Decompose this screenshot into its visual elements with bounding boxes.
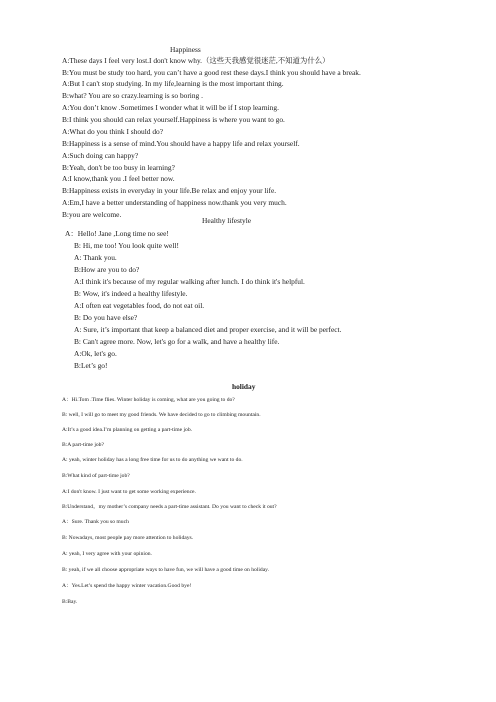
dialogue-line: A:What do you think I should do? — [62, 127, 163, 136]
dialogue-line: B:what? You are so crazy.learning is so boring . — [62, 91, 203, 100]
section-title: Happiness — [170, 45, 201, 54]
dialogue-line: A:But I can't stop studying. In my life,learning is the most important thing. — [62, 79, 284, 88]
dialogue-line: A: Sure, it’s important that keep a balanced diet and proper exercise, and it will be perfect. — [74, 325, 342, 334]
dialogue-line: A: Thank you. — [74, 253, 117, 262]
dialogue-line: A:Such doing can happy? — [62, 151, 139, 160]
dialogue-line: A:Em,I have a better understanding of happiness now.thank you very much. — [62, 198, 287, 207]
dialogue-line: A: yeah, winter holiday has a long free time for us to do anything we want to do. — [62, 457, 243, 463]
dialogue-line: A:I know,thank you .I feel better now. — [62, 174, 175, 183]
dialogue-line: B: yeah, if we all choose appropriate ways to have fun, we will have a good time on holiday. — [62, 567, 270, 573]
dialogue-line: B:Happiness is a sense of mind.You should have a happy life and relax yourself. — [62, 139, 300, 148]
dialogue-line: B:I think you should can relax yourself.Happiness is where you want to go. — [62, 115, 285, 124]
dialogue-line: A:I often eat vegetables food, do not eat oil. — [74, 301, 205, 310]
dialogue-line: A: yeah, I very agree with your opinion. — [62, 551, 152, 557]
dialogue-line: A:These days I feel very lost.I don't know why.（这些天我感觉很迷茫,不知道为什么） — [62, 56, 330, 65]
section-title: Healthy lifestyle — [202, 216, 252, 225]
dialogue-line: B:Happiness exists in everyday in your life.Be relax and enjoy your life. — [62, 186, 277, 195]
dialogue-line: B:you are welcome. — [62, 210, 122, 219]
dialogue-line: B: Do you have else? — [74, 313, 138, 322]
dialogue-line: A:You don’t know .Sometimes I wonder what it will be if I stop learning. — [62, 103, 279, 112]
section-title: holiday — [232, 382, 256, 391]
dialogue-line: A：Sure. Thank you so much — [62, 519, 129, 525]
dialogue-line: B:What kind of part-time job? — [62, 473, 130, 479]
dialogue-line: B:Understand，my mother’s company needs a part-time assistant. Do you want to check it out? — [62, 504, 277, 510]
dialogue-line: A：Hi.Tom .Time flies. Winter holiday is coming, what are you going to do? — [62, 397, 235, 403]
dialogue-line: B: Hi, me too! You look quite well! — [74, 241, 179, 250]
dialogue-line: B: Can't agree more. Now, let's go for a walk, and have a healthy life. — [74, 337, 280, 346]
dialogue-line: A:It’s a good idea.I’m planning on getting a part-time job. — [62, 427, 193, 433]
dialogue-line: B:Bay. — [62, 599, 78, 605]
dialogue-line: B: Nowadays, most people pay more attention to holidays. — [62, 535, 194, 541]
dialogue-line: B:How are you to do? — [74, 265, 140, 274]
dialogue-line: B: well, I will go to meet my good friends. We have decided to go to climbing mountain. — [62, 412, 261, 418]
dialogue-line: A:I don't know. I just want to get some working experience. — [62, 489, 196, 495]
dialogue-line: A:I think it's because of my regular walking after lunch. I do think it's helpful. — [74, 277, 305, 286]
dialogue-line: A:Ok, let's go. — [74, 349, 117, 358]
dialogue-line: B:Yeah, don't be too busy in learning? — [62, 163, 175, 172]
dialogue-line: A：Hello! Jane ,Long time no see! — [65, 229, 169, 238]
dialogue-line: A：Yes.Let’s spend the happy winter vacation.Good bye! — [62, 583, 192, 589]
dialogue-line: B: Wow, it's indeed a healthy lifestyle. — [74, 289, 188, 298]
dialogue-line: B:Let’s go! — [74, 361, 108, 370]
dialogue-line: B:A part-time job? — [62, 442, 104, 448]
dialogue-line: B:You must be study too hard, you can’t have a good rest these days.I think you should have a break. — [62, 68, 361, 77]
